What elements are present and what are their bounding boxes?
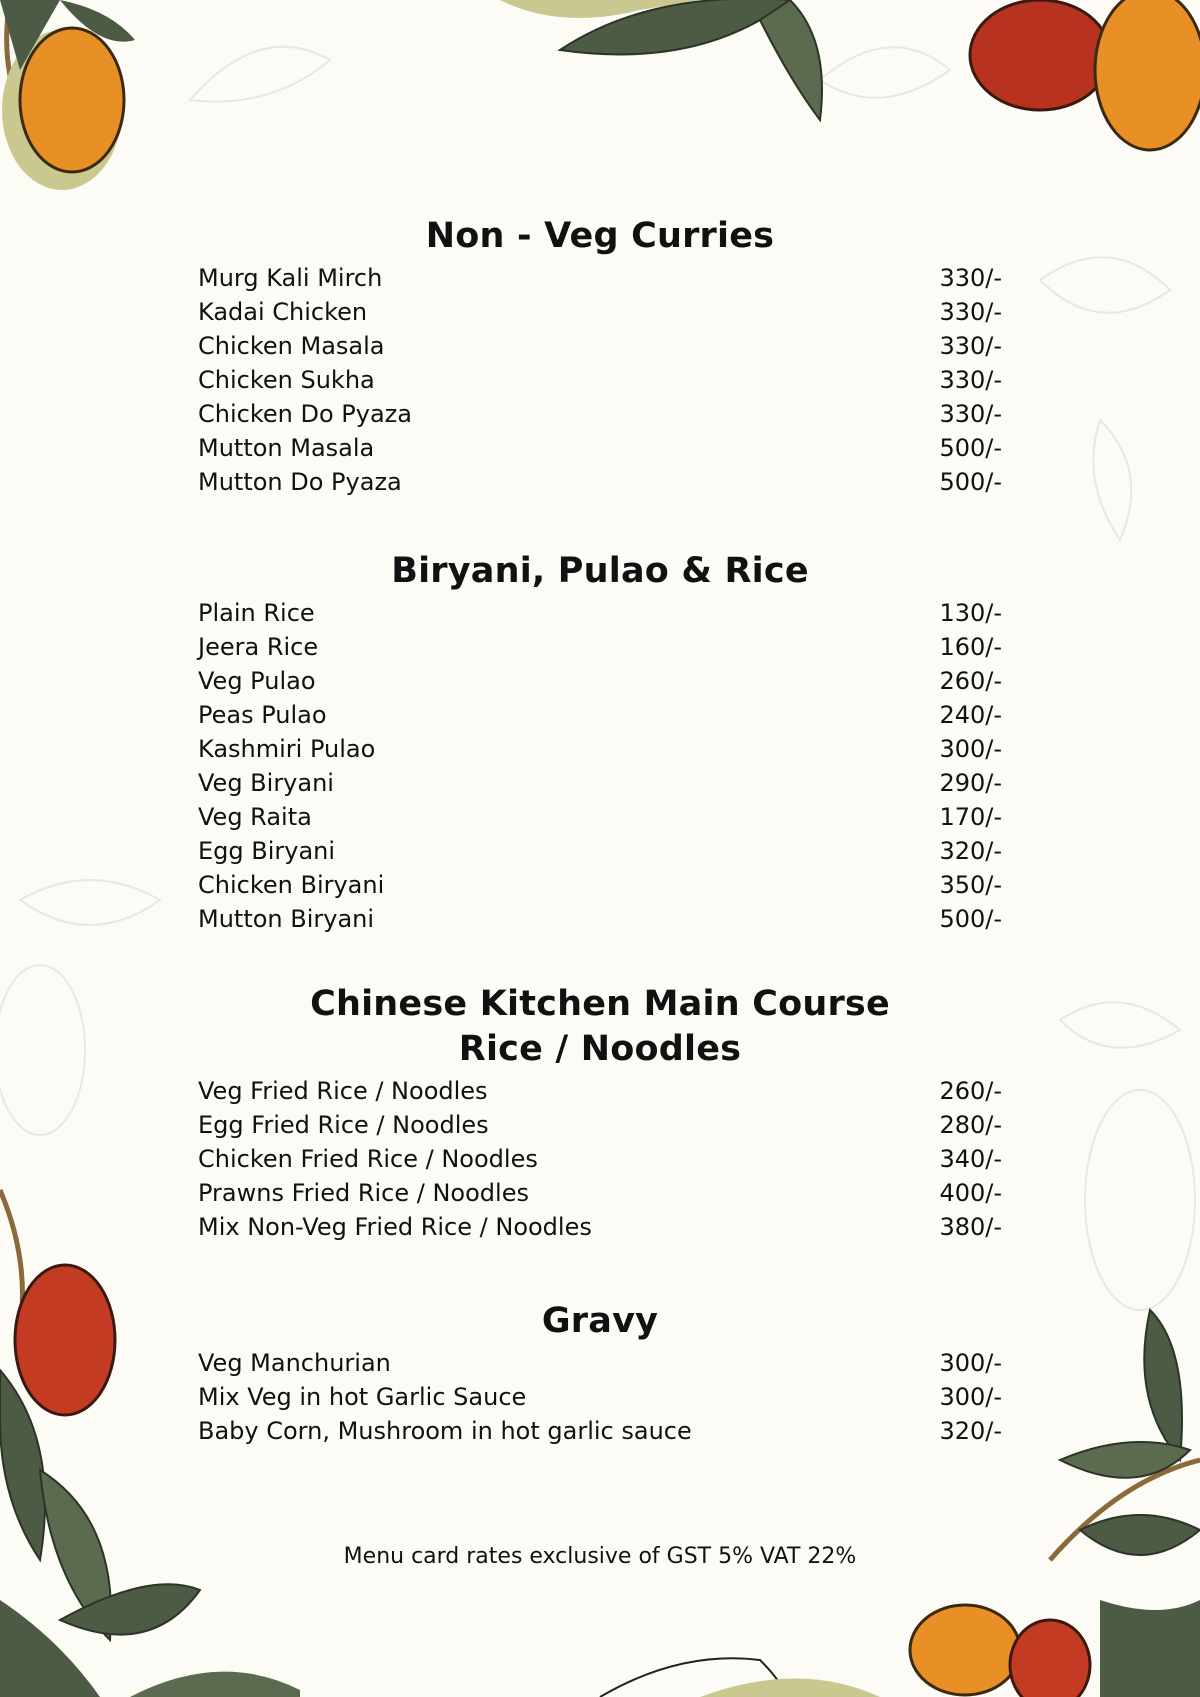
item-name: Chicken Do Pyaza bbox=[198, 400, 412, 428]
item-price: 300/- bbox=[939, 1349, 1002, 1377]
menu-item-list bbox=[198, 261, 1002, 499]
menu-item bbox=[198, 1346, 1002, 1380]
menu-item bbox=[198, 1176, 1002, 1210]
section-non-veg-curries bbox=[198, 214, 1002, 499]
item-price: 330/- bbox=[939, 400, 1002, 428]
menu-item bbox=[198, 1108, 1002, 1142]
section-biryani-pulao-rice bbox=[198, 549, 1002, 936]
item-name: Prawns Fried Rice / Noodles bbox=[198, 1179, 529, 1207]
section-title: Gravy bbox=[541, 1301, 659, 1341]
menu-item bbox=[198, 1074, 1002, 1108]
item-name: Peas Pulao bbox=[198, 701, 327, 729]
menu-item bbox=[198, 698, 1002, 732]
item-name: Veg Biryani bbox=[198, 769, 334, 797]
menu-item bbox=[198, 834, 1002, 868]
item-price: 380/- bbox=[939, 1213, 1002, 1241]
item-price: 500/- bbox=[939, 434, 1002, 462]
item-name: Mutton Biryani bbox=[198, 905, 375, 933]
item-price: 300/- bbox=[939, 1383, 1002, 1411]
item-name: Chicken Sukha bbox=[198, 366, 375, 394]
section-chinese-kitchen bbox=[198, 982, 1002, 1244]
item-name: Chicken Fried Rice / Noodles bbox=[198, 1145, 538, 1173]
menu-item bbox=[198, 295, 1002, 329]
menu-item bbox=[198, 630, 1002, 664]
item-name: Kadai Chicken bbox=[198, 298, 368, 326]
item-name: Chicken Masala bbox=[198, 332, 385, 360]
item-price: 160/- bbox=[939, 633, 1002, 661]
item-price: 330/- bbox=[939, 264, 1002, 292]
item-name: Mix Non-Veg Fried Rice / Noodles bbox=[198, 1213, 592, 1241]
item-price: 330/- bbox=[939, 298, 1002, 326]
item-price: 330/- bbox=[939, 366, 1002, 394]
item-price: 170/- bbox=[939, 803, 1002, 831]
menu-item bbox=[198, 868, 1002, 902]
item-price: 320/- bbox=[939, 1417, 1002, 1445]
menu-item bbox=[198, 902, 1002, 936]
item-name: Egg Biryani bbox=[198, 837, 336, 865]
tax-footnote: Menu card rates exclusive of GST 5% VAT 22% bbox=[343, 1544, 857, 1569]
item-price: 330/- bbox=[939, 332, 1002, 360]
item-name: Veg Pulao bbox=[198, 667, 316, 695]
item-price: 260/- bbox=[939, 667, 1002, 695]
item-price: 130/- bbox=[939, 599, 1002, 627]
item-name: Baby Corn, Mushroom in hot garlic sauce bbox=[198, 1417, 692, 1445]
item-name: Chicken Biryani bbox=[198, 871, 385, 899]
item-name: Mutton Masala bbox=[198, 434, 375, 462]
item-name: Veg Raita bbox=[198, 803, 312, 831]
item-price: 300/- bbox=[939, 735, 1002, 763]
item-name: Veg Fried Rice / Noodles bbox=[198, 1077, 488, 1105]
section-title: Chinese Kitchen Main Course bbox=[310, 984, 890, 1024]
menu-item-list bbox=[198, 1346, 1002, 1448]
menu-item bbox=[198, 363, 1002, 397]
menu-item bbox=[198, 766, 1002, 800]
item-price: 340/- bbox=[939, 1145, 1002, 1173]
item-price: 260/- bbox=[939, 1077, 1002, 1105]
item-name: Murg Kali Mirch bbox=[198, 264, 383, 292]
menu-item bbox=[198, 1414, 1002, 1448]
item-price: 280/- bbox=[939, 1111, 1002, 1139]
menu-item bbox=[198, 800, 1002, 834]
item-name: Veg Manchurian bbox=[198, 1349, 391, 1377]
item-name: Mutton Do Pyaza bbox=[198, 468, 402, 496]
menu-item bbox=[198, 664, 1002, 698]
section-title: Non - Veg Curries bbox=[425, 216, 775, 256]
item-price: 500/- bbox=[939, 468, 1002, 496]
item-name: Kashmiri Pulao bbox=[198, 735, 376, 763]
item-name: Egg Fried Rice / Noodles bbox=[198, 1111, 489, 1139]
menu-item-list bbox=[198, 1074, 1002, 1244]
menu-item bbox=[198, 397, 1002, 431]
item-price: 320/- bbox=[939, 837, 1002, 865]
section-title: Biryani, Pulao & Rice bbox=[391, 551, 809, 591]
menu-item bbox=[198, 1210, 1002, 1244]
menu-item bbox=[198, 596, 1002, 630]
item-price: 400/- bbox=[939, 1179, 1002, 1207]
menu-item bbox=[198, 1142, 1002, 1176]
item-name: Jeera Rice bbox=[198, 633, 319, 661]
item-price: 350/- bbox=[939, 871, 1002, 899]
section-gravy bbox=[198, 1299, 1002, 1448]
item-name: Plain Rice bbox=[198, 599, 315, 627]
menu-item bbox=[198, 431, 1002, 465]
item-name: Mix Veg in hot Garlic Sauce bbox=[198, 1383, 527, 1411]
item-price: 290/- bbox=[939, 769, 1002, 797]
menu-item bbox=[198, 465, 1002, 499]
menu-item bbox=[198, 261, 1002, 295]
menu-item-list bbox=[198, 596, 1002, 936]
item-price: 500/- bbox=[939, 905, 1002, 933]
menu-item bbox=[198, 732, 1002, 766]
section-subtitle: Rice / Noodles bbox=[458, 1029, 742, 1069]
menu-item bbox=[198, 329, 1002, 363]
item-price: 240/- bbox=[939, 701, 1002, 729]
menu-item bbox=[198, 1380, 1002, 1414]
